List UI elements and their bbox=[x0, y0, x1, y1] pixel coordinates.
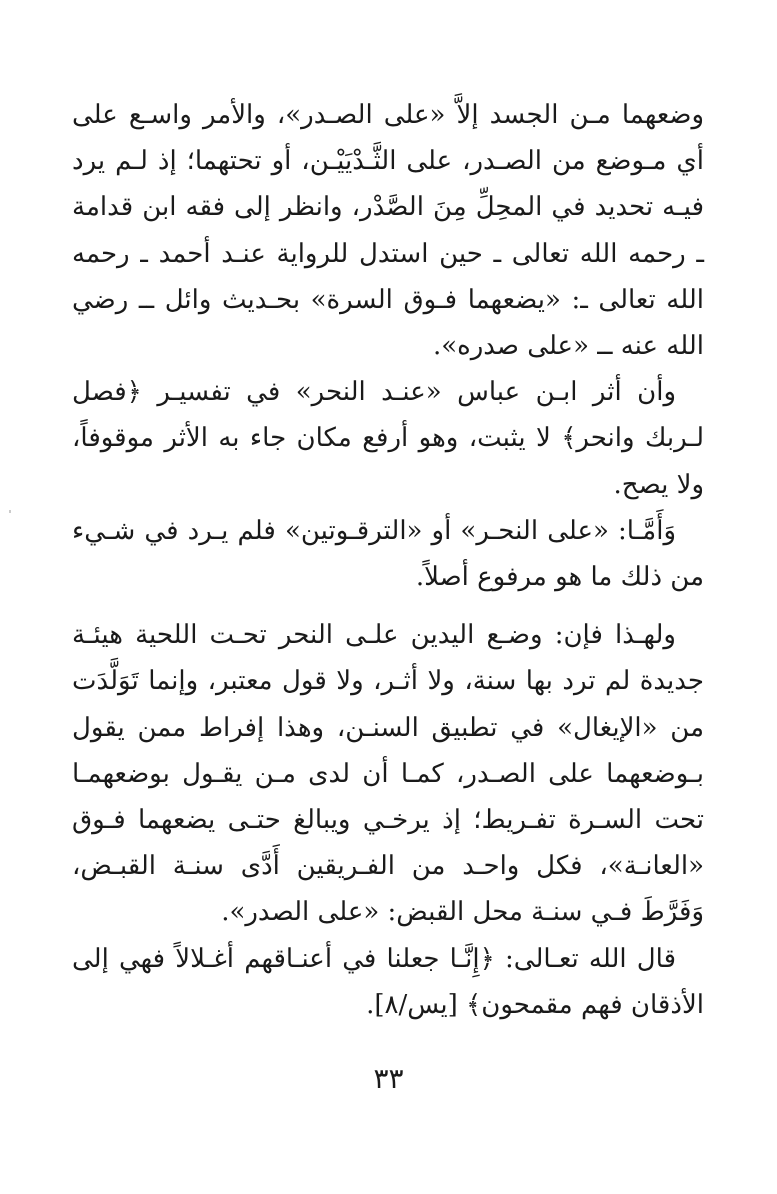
page-number: ٣٣ bbox=[373, 1062, 404, 1095]
paragraph-1: وضعهما مـن الجسد إلاَّ «على الصـدر»، والأمر واسـع على أي مـوضع من الصـدر، على الثَّـدْيَيْـن، أو تحتهما؛ إذ لـم يرد فيـه تحديد في المحِلِّ مِنَ الصَّدْر، وانظر إلى فقه ابن قدامة ـ رحمه الله تعالى ـ حين استدل للرواية عنـد أحمد ـ رحمه الله تعالى ـ: «يضعهما فـوق السرة» بحـديث وائل ــ رضي الله عنه ــ «على صدره». bbox=[72, 100, 704, 362]
margin-mark bbox=[9, 510, 11, 513]
page-body bbox=[72, 92, 704, 1028]
paragraph-5: قال الله تعـالى: ﴿إِنَّـا جعلنا في أعنـاقهم أغـلالاً فهي إلى الأذقان فهم مقمحون﴾ [يس/٨]. bbox=[72, 943, 704, 1020]
paragraph-3: وَأَمَّـا: «على النحـر» أو «الترقـوتين» فلم يـرد في شـيء من ذلك ما هو مرفوع أصلاً. bbox=[72, 515, 704, 593]
paragraph-4: ولهـذا فإن: وضـع اليدين علـى النحر تحـت اللحية هيئـة جديدة لم ترد بها سنة، ولا أثـر، ولا قول معتبر، وإنما تَوَلَّدَت من «الإيغال» في تطبيق السنـن، وهذا إفراط ممن يقول بـوضعهما على الصـدر، كمـا أن لدى مـن يقـول بوضعهمـا تحت السـرة تفـريط؛ إذ يرخـي ويبالغ حتـى يضعهما فـوق «العانـة»، فكل واحـد من الفـريقين أَدَّى سنـة القبـض، وَفَرَّطَ فـي سنـة محل القبض: «على الصدر». bbox=[72, 620, 704, 928]
paragraph-2: وأن أثر ابـن عباس «عنـد النحر» في تفسيـر ﴿فصل لـربك وانحر﴾ لا يثبت، وهو أرفع مكان جاء به الأثر موقوفاً، ولا يصح. bbox=[72, 377, 704, 500]
